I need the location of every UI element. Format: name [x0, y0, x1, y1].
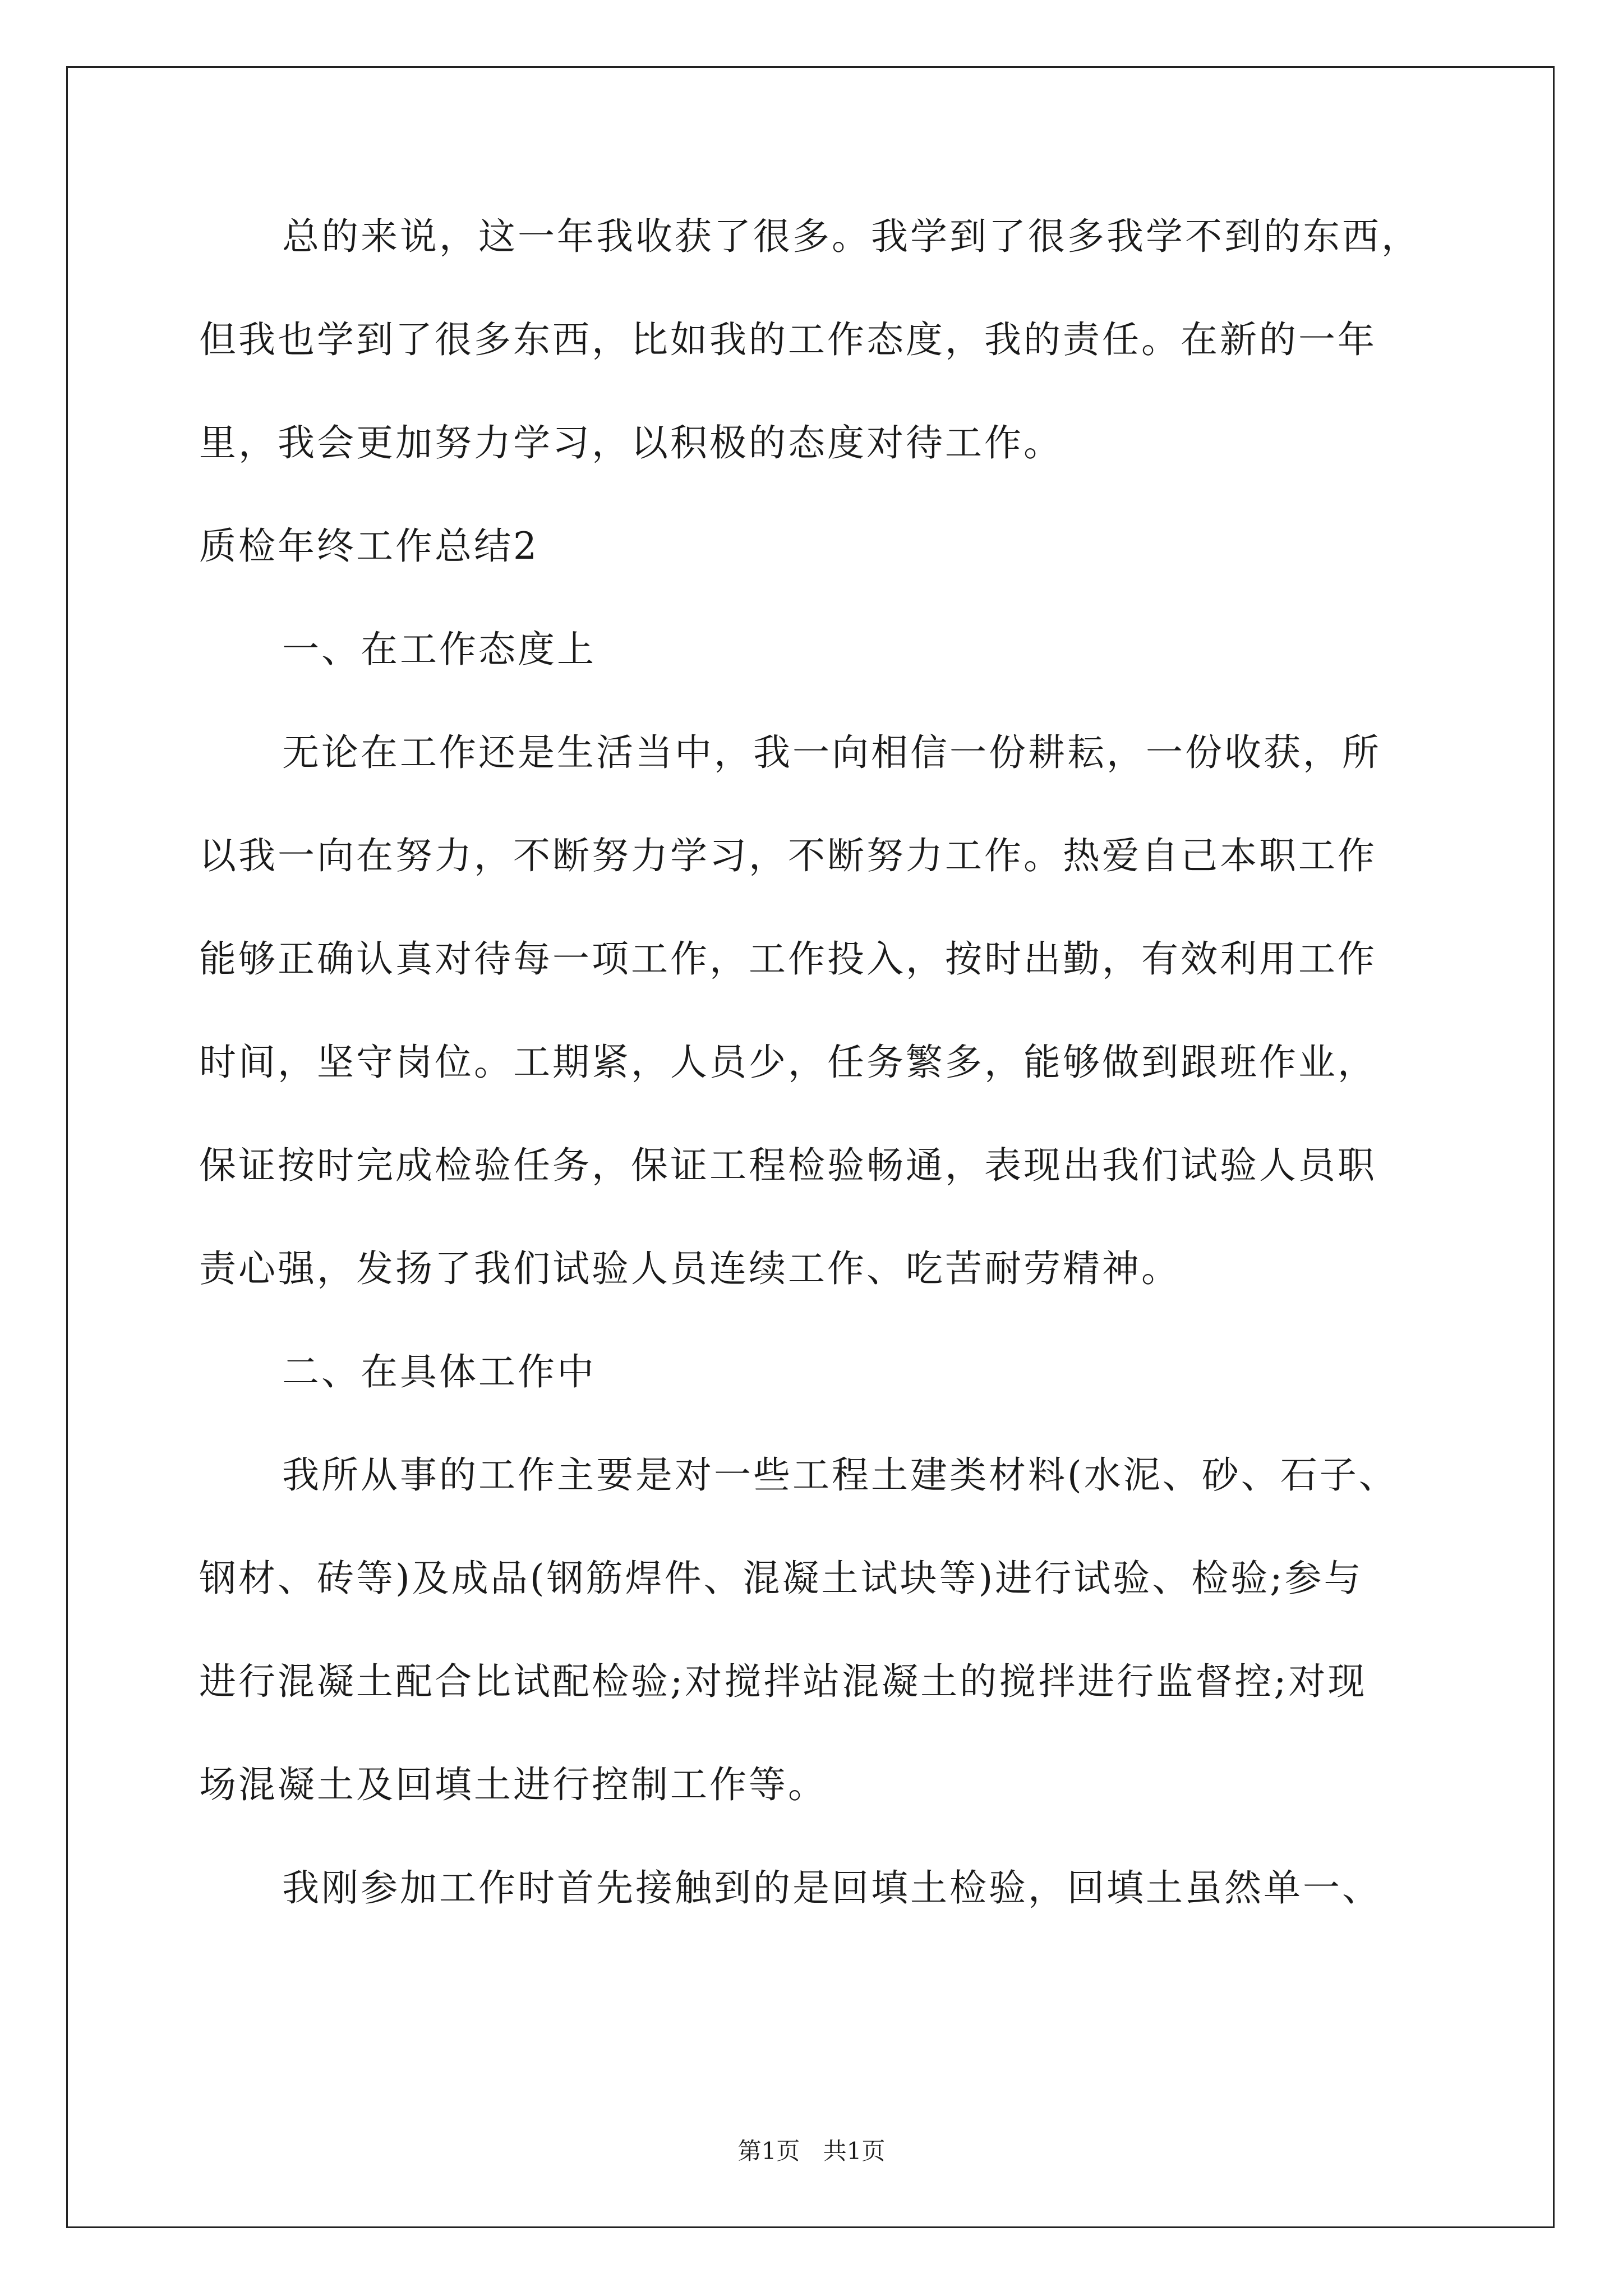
text-line: 我所从事的工作主要是对一些工程土建类材料(水泥、砂、石子、 — [282, 1453, 1398, 1497]
section-title — [199, 521, 1461, 572]
page-total: 共1页 — [823, 2137, 886, 2165]
text-line: 总的来说，这一年我收获了很多。我学到了很多我学不到的东西， — [282, 215, 1421, 258]
text-line: 里，我会更加努力学习，以积极的态度对待工作。 — [199, 421, 1063, 464]
page-number: 第1页 — [737, 2137, 800, 2165]
text-line: 场混凝土及回填土进行控制工作等。 — [199, 1763, 827, 1806]
subheading — [199, 624, 1461, 675]
text-line: 时间，坚守岗位。工期紧，人员少，任务繁多，能够做到跟班作业， — [199, 1041, 1377, 1084]
text-line: 无论在工作还是生活当中，我一向相信一份耕耘，一份收获，所 — [282, 731, 1381, 774]
paragraph — [199, 1450, 1461, 1811]
text-line: 能够正确认真对待每一项工作，工作投入，按时出勤，有效利用工作 — [199, 937, 1377, 981]
text-line: 进行混凝土配合比试配检验;对搅拌站混凝土的搅拌进行监督控;对现 — [199, 1660, 1367, 1703]
subheading — [199, 1346, 1461, 1398]
text-line: 责心强，发扬了我们试验人员连续工作、吃苦耐劳精神。 — [199, 1247, 1181, 1290]
text-line: 一、在工作态度上 — [282, 628, 596, 671]
text-line: 二、在具体工作中 — [282, 1350, 596, 1393]
text-line: 钢材、砖等)及成品(钢筋焊件、混凝土试块等)进行试验、检验;参与 — [199, 1557, 1363, 1600]
text-line: 质检年终工作总结2 — [199, 524, 539, 568]
text-line: 保证按时完成检验任务，保证工程检验畅通，表现出我们试验人员职 — [199, 1144, 1377, 1187]
text-line: 我刚参加工作时首先接触到的是回填土检验，回填土虽然单一、 — [282, 1866, 1381, 1910]
paragraph — [199, 1862, 1461, 1914]
text-line: 但我也学到了很多东西，比如我的工作态度，我的责任。在新的一年 — [199, 318, 1377, 361]
paragraph — [199, 727, 1461, 1295]
paragraph — [199, 211, 1461, 469]
page-footer — [0, 2133, 1623, 2166]
text-line: 以我一向在努力，不断努力学习，不断努力工作。热爱自己本职工作 — [199, 834, 1377, 877]
document-body — [199, 211, 1461, 1914]
